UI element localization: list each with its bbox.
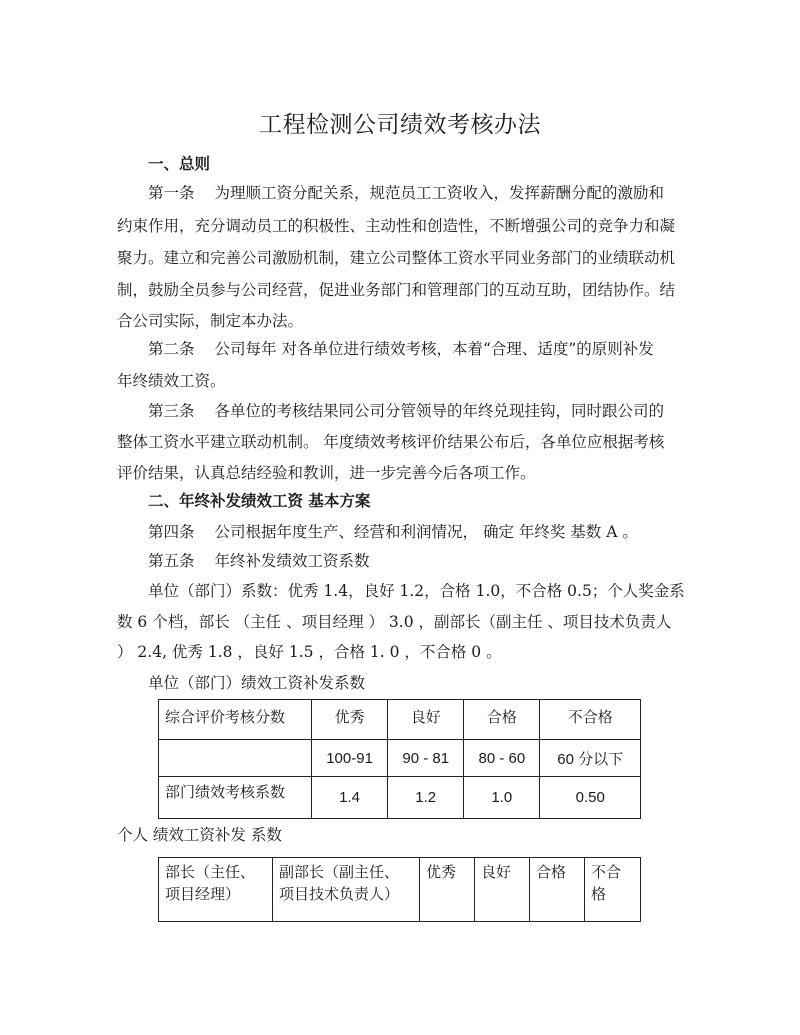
department-coefficient-table [158, 699, 641, 819]
table-cell: 1.4 [312, 777, 388, 819]
article-1-line-2: 约束作用，充分调动员工的积极性、主动性和创造性，不断增强公司的竞争力和凝 [117, 217, 676, 235]
personal-coefficient-table [158, 857, 641, 922]
article-1-line-1: 第一条 为理顺工资分配关系，规范员工工资收入，发挥薪酬分配的激励和 [148, 184, 665, 202]
article-1-line-4: 制，鼓励全员参与公司经营，促进业务部门和管理部门的互动互助，团结协作。结 [117, 281, 676, 299]
table-cell: 合格 [530, 858, 585, 922]
table-cell: 不合格 [540, 700, 641, 740]
table-cell: 合格 [464, 700, 540, 740]
table-cell: 0.50 [540, 777, 641, 819]
table-cell: 1.2 [388, 777, 464, 819]
article-4-label: 第四条 [148, 523, 195, 541]
table-cell [159, 740, 312, 777]
table-row [159, 700, 641, 740]
table-cell: 优秀 [420, 858, 475, 922]
table-cell: 副部长（副主任、 项目技术负责人） [273, 858, 420, 922]
article-2-label: 第二条 [148, 340, 195, 358]
document-title: 工程检测公司绩效考核办法 [259, 112, 541, 138]
section-heading-year-end-pay: 二、年终补发绩效工资 基本方案 [148, 491, 371, 510]
table-row [159, 740, 641, 777]
article-1-line-5: 合公司实际，制定本办法。 [117, 312, 304, 330]
coefficient-para-line-3: ） 2.4, 优秀 1.8 ，良好 1.5 ，合格 1. 0 ，不合格 0 。 [117, 643, 502, 661]
table2-caption: 个人 绩效工资补发 系数 [117, 826, 282, 844]
table1-caption: 单位（部门）绩效工资补发系数 [148, 674, 366, 692]
table-cell: 80 - 60 [464, 740, 540, 777]
article-2-line-1: 第二条 公司每年 对各单位进行绩效考核，本着“合理、适度”的原则补发 [148, 340, 654, 358]
table-row [159, 777, 641, 819]
section-heading-general: 一、总则 [148, 154, 211, 173]
table-cell: 不合格 [585, 858, 641, 922]
coefficient-para-line-2: 数 6 个档，部长 （主任 、项目经理 ） 3.0 ，副部长（副主任 、项目技术负责人 [117, 613, 672, 631]
table-cell: 90 - 81 [388, 740, 464, 777]
article-4-line: 第四条 公司根据年度生产、经营和利润情况， 确定 年终奖 基数 A 。 [148, 523, 638, 541]
table-cell: 良好 [388, 700, 464, 740]
coefficient-para-line-1: 单位（部门）系数：优秀 1.4，良好 1.2，合格 1.0，不合格 0.5；个人奖金系 [148, 582, 685, 600]
article-3-line-3: 评价结果，认真总结经验和教训，进一步完善今后各项工作。 [117, 464, 536, 482]
table-cell: 综合评价考核分数 [159, 700, 312, 740]
article-3-line-2: 整体工资水平建立联动机制。 年度绩效考核评价结果公布后，各单位应根据考核 [117, 433, 665, 451]
table-row [159, 858, 641, 922]
article-1-line-3: 聚力。建立和完善公司激励机制，建立公司整体工资水平同业务部门的业绩联动机 [117, 249, 676, 267]
table-cell: 部门绩效考核系数 [159, 777, 312, 819]
article-3-label: 第三条 [148, 402, 195, 420]
table-cell: 良好 [475, 858, 530, 922]
table-cell: 部长（主任、 项目经理） [159, 858, 273, 922]
article-5-label: 第五条 [148, 552, 195, 570]
table-cell: 100-91 [312, 740, 388, 777]
article-1-label: 第一条 [148, 184, 195, 202]
table-cell: 60 分以下 [540, 740, 641, 777]
table-cell: 1.0 [464, 777, 540, 819]
article-5-line: 第五条 年终补发绩效工资系数 [148, 552, 370, 570]
article-2-line-2: 年终绩效工资。 [117, 372, 226, 390]
article-3-line-1: 第三条 各单位的考核结果同公司分管领导的年终兑现挂钩，同时跟公司的 [148, 402, 665, 420]
table-cell: 优秀 [312, 700, 388, 740]
